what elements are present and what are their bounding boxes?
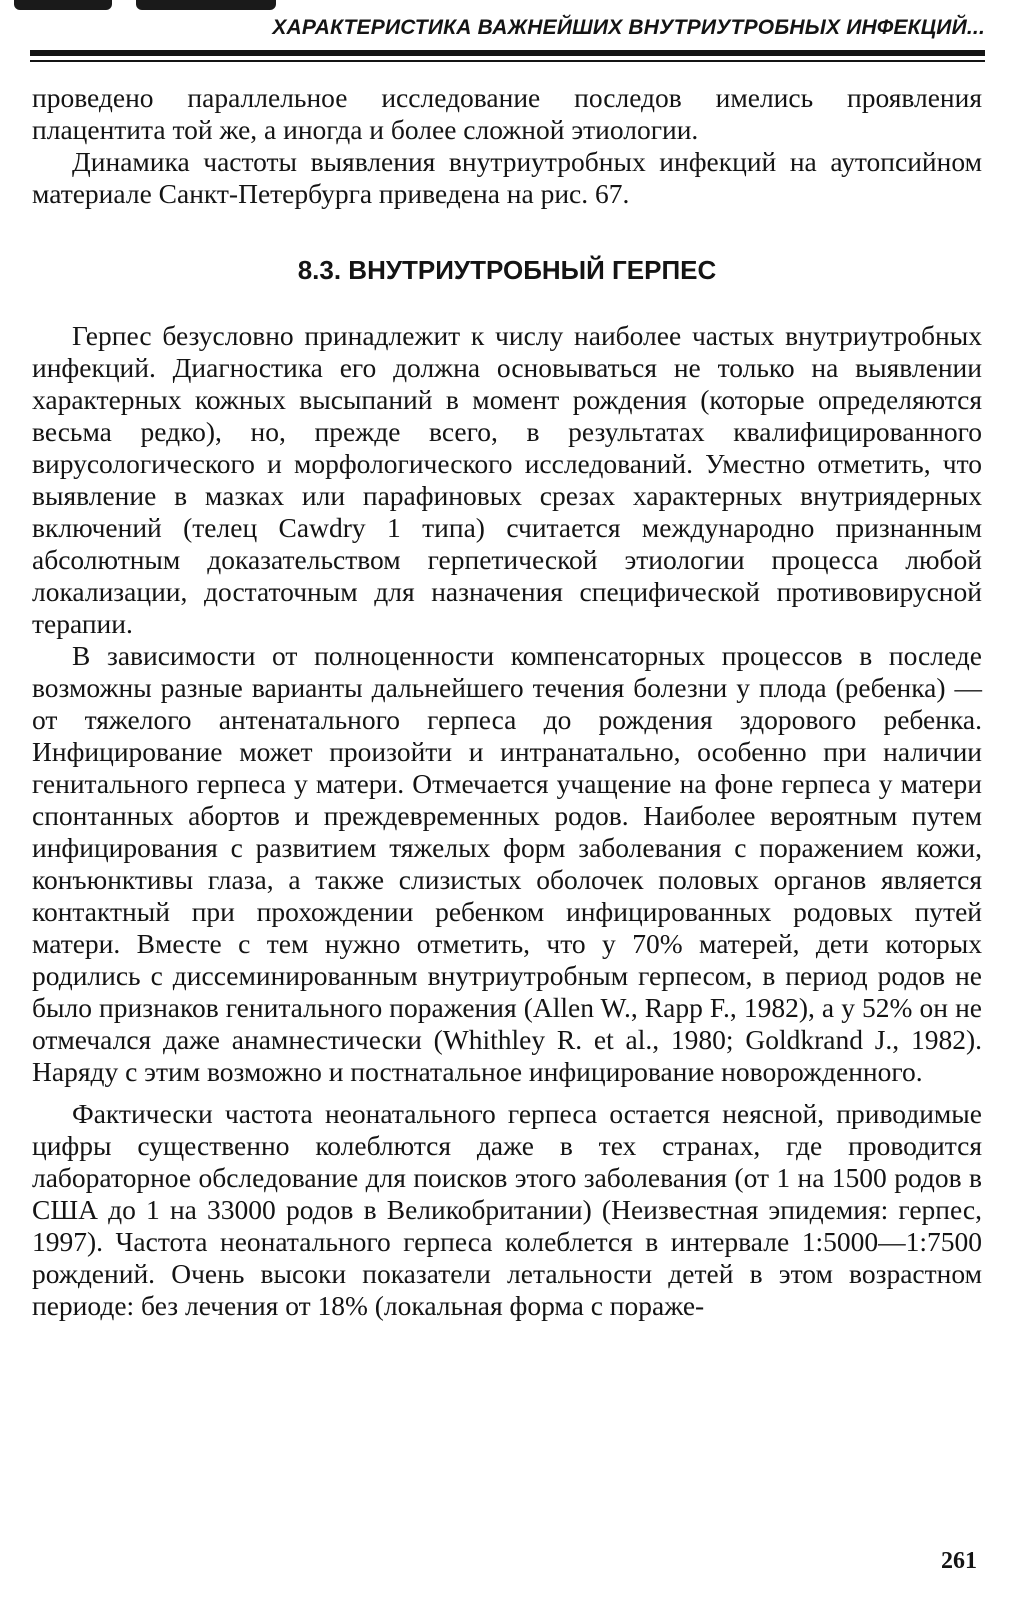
- paragraph-herpes-diagnostics: Герпес безусловно принадлежит к числу наиболее частых внутриутробных инфекций. Диагностика его должна основываться не только на выявлении характерных кожных высыпаний в момент рождения (которые определяются весьма редко), но, прежде всего, в результатах квалифицированного вирусологического и морфологического исследований. Уместно отметить, что выявление в мазках или парафиновых срезах характерных внутриядерных включений (телец Cawdry 1 типа) считается международно признанным абсолютным доказательством герпетической этиологии процесса любой локализации, достаточным для назначения специфической противовирусной терапии.: [32, 320, 982, 639]
- section-heading: 8.3. ВНУТРИУТРОБНЫЙ ГЕРПЕС: [297, 255, 717, 285]
- paragraph-intro-dynamics: Динамика частоты выявления внутриутробных инфекций на аутопсийном материале Санкт-Петербурга приведена на рис. 67.: [32, 146, 982, 209]
- header-rule-thin: [30, 60, 985, 62]
- paragraph-intro-continuation: проведено параллельное исследование последов имелись проявления плацентита той же, а иногда и более сложной этиологии.: [32, 82, 982, 145]
- page-body: [32, 82, 982, 1322]
- header-tab-decoration: [136, 0, 276, 10]
- running-header: ХАРАКТЕРИСТИКА ВАЖНЕЙШИХ ВНУТРИУТРОБНЫХ ИНФЕКЦИЙ...: [272, 16, 985, 39]
- page-number: 261: [941, 1548, 977, 1574]
- header-rule-thick: [30, 50, 985, 56]
- paragraph-herpes-infection-routes: В зависимости от полноценности компенсаторных процессов в последе возможны разные варианты дальнейшего течения болезни у плода (ребенка) — от тяжелого антенатального герпеса до рождения здорового ребенка. Инфицирование может произойти и интранатально, особенно при наличии генитального герпеса у матери. Отмечается учащение на фоне герпеса у матери спонтанных абортов и преждевременных родов. Наиболее вероятным путем инфицирования с развитием тяжелых форм заболевания с поражением кожи, конъюнктивы глаза, а также слизистых оболочек половых органов является контактный при прохождении ребенком инфицированных родовых путей матери. Вместе с тем нужно отметить, что у 70% матерей, дети которых родились с диссеминированным внутриутробным герпесом, в период родов не было признаков генитального поражения (Allen W., Rapp F., 1982), а у 52% он не отмечался даже анамнестически (Whithley R. et al., 1980; Goldkrand J., 1982). Наряду с этим возможно и постнатальное инфицирование новорожденного.: [32, 640, 982, 1087]
- paragraph-herpes-frequency: Фактически частота неонатального герпеса остается неясной, приводимые цифры существенно колеблются даже в тех странах, где проводится лабораторное обследование для поисков этого заболевания (от 1 на 1500 родов в США до 1 на 33000 родов в Великобритании) (Неизвестная эпидемия: герпес, 1997). Частота неонатального герпеса колеблется в интервале 1:5000—1:7500 рождений. Очень высоки показатели летальности детей в этом возрастном периоде: без лечения от 18% (локальная форма с пораже-: [32, 1098, 982, 1321]
- header-tab-decoration: [14, 0, 112, 10]
